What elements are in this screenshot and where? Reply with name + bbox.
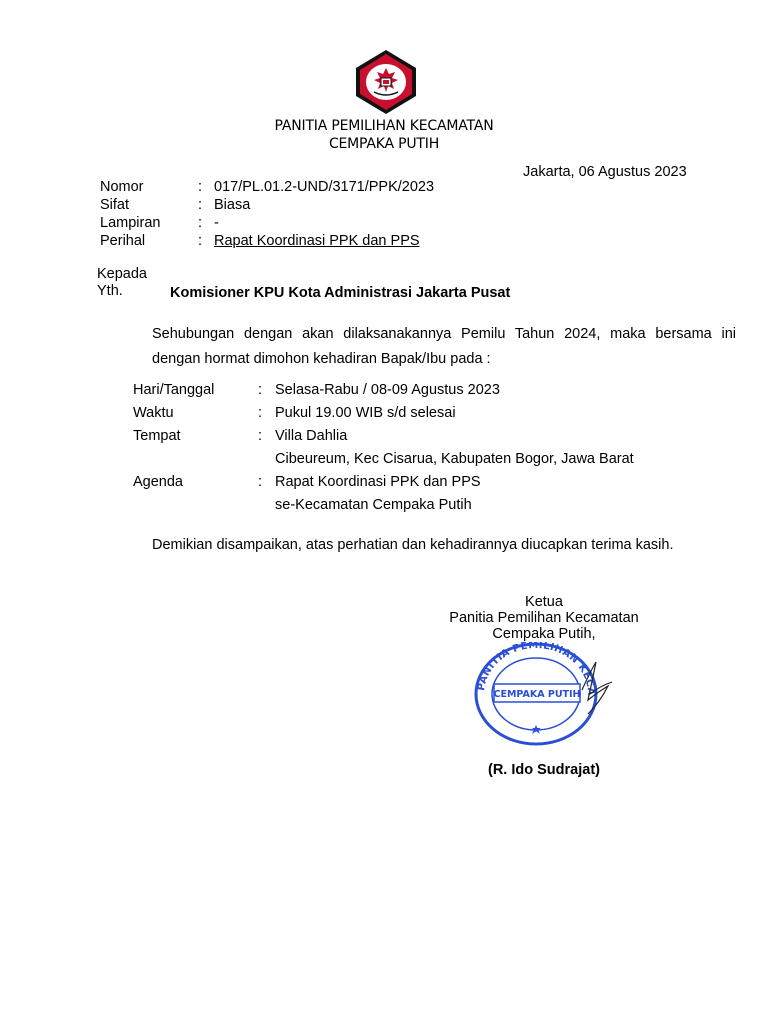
org-name-line2: CEMPAKA PUTIH	[328, 136, 440, 152]
detail-value-hari: Selasa-Rabu / 08-09 Agustus 2023	[275, 382, 500, 398]
meta-colon: :	[198, 197, 203, 213]
detail-label-tempat: Tempat	[133, 428, 181, 444]
addressee-yth: Yth.	[97, 283, 123, 299]
signature-org-line2: Cempaka Putih,	[492, 626, 596, 642]
addressee-recipient: Komisioner KPU Kota Administrasi Jakarta Pusat	[170, 285, 511, 301]
meta-label-sifat: Sifat	[100, 197, 130, 213]
detail-value-tempat-address: Cibeureum, Kec Cisarua, Kabupaten Bogor, Jawa Barat	[275, 451, 634, 467]
meta-label-nomor: Nomor	[100, 179, 144, 195]
addressee-kepada: Kepada	[97, 266, 147, 282]
stamp-center-text: CEMPAKA PUTIH	[493, 689, 581, 700]
signatory-name: (R. Ido Sudrajat)	[488, 762, 600, 778]
org-name-line1: PANITIA PEMILIHAN KECAMATAN	[274, 118, 494, 134]
meta-value-lampiran: -	[214, 215, 219, 231]
body-paragraph-2: Demikian disampaikan, atas perhatian dan kehadirannya diucapkan terima kasih.	[152, 537, 674, 553]
meta-colon: :	[198, 233, 203, 249]
kpu-logo	[354, 48, 418, 116]
meta-value-sifat: Biasa	[214, 197, 251, 213]
detail-value-tempat: Villa Dahlia	[275, 428, 348, 444]
meta-value-perihal: Rapat Koordinasi PPK dan PPS	[214, 233, 420, 249]
meta-colon: :	[198, 179, 203, 195]
detail-label-agenda: Agenda	[133, 474, 183, 490]
detail-value-agenda-scope: se-Kecamatan Cempaka Putih	[275, 497, 472, 513]
date-line: Jakarta, 06 Agustus 2023	[523, 164, 687, 180]
detail-label-waktu: Waktu	[133, 405, 174, 421]
signature-org-line1: Panitia Pemilihan Kecamatan	[449, 610, 639, 626]
official-stamp	[470, 642, 620, 752]
detail-colon: :	[258, 405, 263, 421]
detail-value-agenda: Rapat Koordinasi PPK dan PPS	[275, 474, 481, 490]
meta-label-perihal: Perihal	[100, 233, 146, 249]
detail-label-hari: Hari/Tanggal	[133, 382, 215, 398]
detail-colon: :	[258, 428, 263, 444]
meta-value-nomor: 017/PL.01.2-UND/3171/PPK/2023	[214, 179, 435, 195]
meta-colon: :	[198, 215, 203, 231]
detail-colon: :	[258, 382, 263, 398]
body-paragraph-1: Sehubungan dengan akan dilaksanakannya Pemilu Tahun 2024, maka bersama ini dengan hormat dimohon kehadiran Bapak/Ibu pada :	[152, 326, 736, 367]
meta-label-lampiran: Lampiran	[100, 215, 161, 231]
signature-title: Ketua	[525, 594, 563, 610]
detail-value-waktu: Pukul 19.00 WIB s/d selesai	[275, 405, 456, 421]
stamp-ring-text: PANITIA PEMILIHAN KECA	[476, 642, 597, 696]
detail-colon: :	[258, 474, 263, 490]
